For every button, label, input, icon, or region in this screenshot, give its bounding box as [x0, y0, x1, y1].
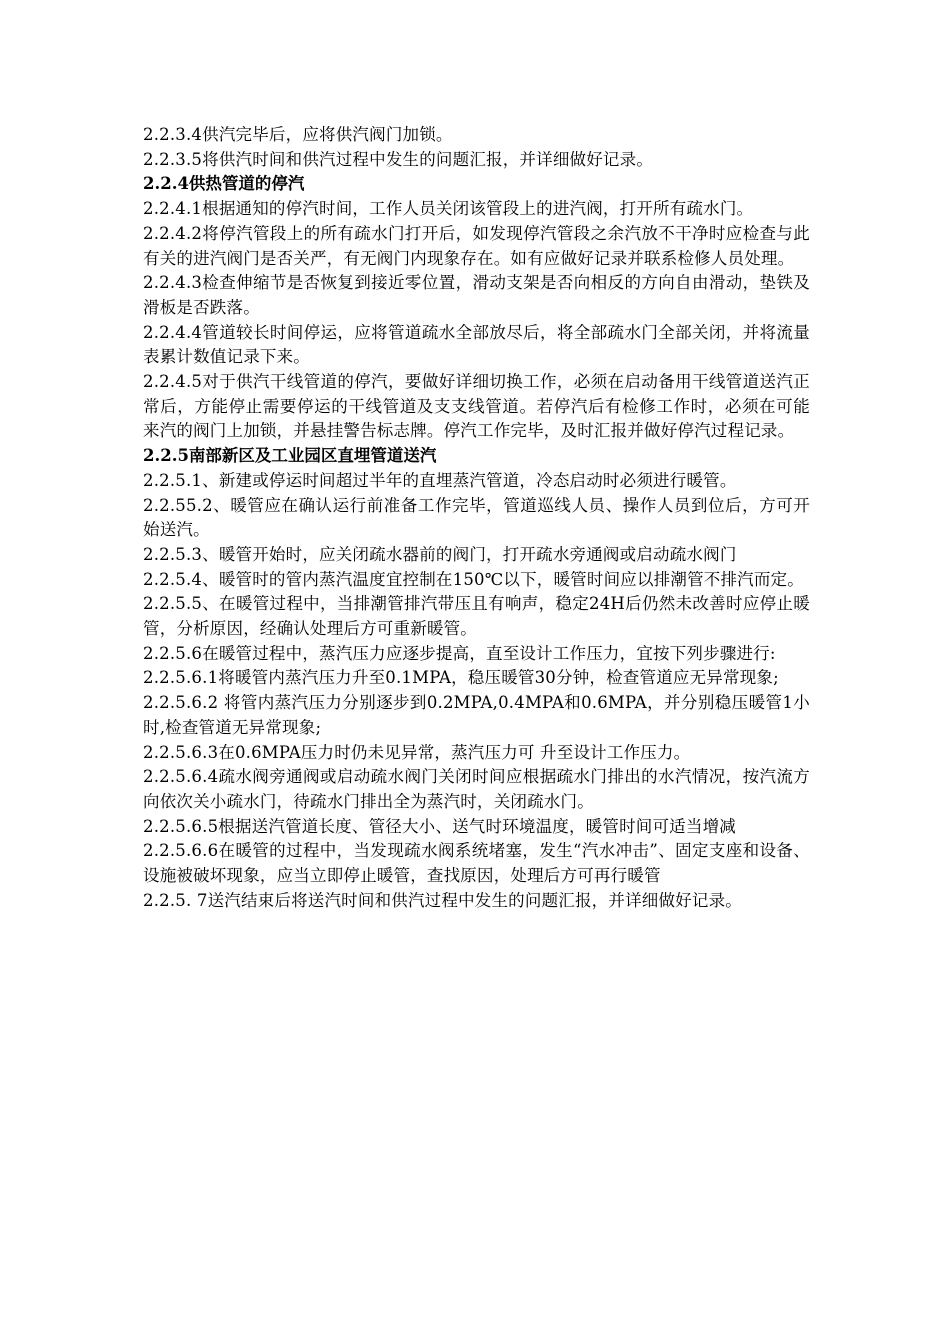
section-2-2-5-1: 2.2.5.1、新建或停运时间超过半年的直埋蒸汽管道，冷态启动时必须进行暖管。	[143, 470, 737, 490]
section-2-2-5-5: 2.2.5.5、在暖管过程中，当排潮管排汽带压且有响声，稳定24H后仍然未改善时应停止暖管，分析原因，经确认处理后方可重新暖管。	[143, 594, 810, 639]
section-2-2-5-6-4: 2.2.5.6.4疏水阀旁通阀或启动疏水阀门关闭时间应根据疏水门排出的水汽情况，按汽流方向依次关小疏水门，待疏水门排出全为蒸汽时，关闭疏水门。	[143, 767, 810, 811]
section-2-2-4-1: 2.2.4.1根据通知的停汽时间，工作人员关闭该管段上的进汽阀，打开所有疏水门。	[143, 199, 754, 219]
section-2-2-5-6-2: 2.2.5.6.2 将管内蒸汽压力分别逐步到0.2MPA,0.4MPA和0.6MPA，并分别稳压暖管1小时,检查管道无异常现象;	[143, 693, 810, 737]
heading-2-2-4: 2.2.4供热管道的停汽	[143, 174, 305, 194]
section-2-2-4-2: 2.2.4.2将停汽管段上的所有疏水门打开后，如发现停汽管段之余汽放不干净时应检查与此有关的进汽阀门是否关严，有无阀门内现象存在。如有应做好记录并联系检修人员处理。	[143, 223, 810, 268]
section-2-2-4-3: 2.2.4.3检查伸缩节是否恢复到接近零位置，滑动支架是否向相反的方向自由滑动，垫铁及滑板是否跌落。	[143, 273, 810, 317]
document-page	[143, 123, 810, 914]
section-2-2-5-6: 2.2.5.6在暖管过程中，蒸汽压力应逐步提高，直至设计工作压力，宜按下列步骤进行:	[143, 643, 776, 663]
section-2-2-5-4: 2.2.5.4、暖管时的管内蒸汽温度宜控制在150℃以下，暖管时间应以排潮管不排汽而定。	[143, 569, 804, 589]
section-2-2-4-5: 2.2.4.5对于供汽干线管道的停汽，要做好详细切换工作，必须在启动备用干线管道送汽正常后，方能停止需要停运的干线管道及支支线管道。若停汽后有检修工作时，必须在可能来汽的阀门上加锁，并悬挂警告标志牌。停汽工作完毕，及时汇报并做好停汽过程记录。	[143, 372, 810, 441]
section-2-2-5-3: 2.2.5.3、暖管开始时，应关闭疏水器前的阀门，打开疏水旁通阀或启动疏水阀门	[143, 544, 737, 564]
section-2-2-5-6-6: 2.2.5.6.6在暖管的过程中，当发现疏水阀系统堵塞，发生“汽水冲击”、固定支座和设备、设施被破坏现象，应当立即停止暖管，查找原因，处理后方可再行暖管	[143, 841, 810, 886]
section-2-2-5-7: 2.2.5. 7送汽结束后将送汽时间和供汽过程中发生的问题汇报，并详细做好记录。	[143, 890, 742, 910]
section-2-2-5-6-1: 2.2.5.6.1将暖管内蒸汽压力升至0.1MPA，稳压暖管30分钟，检查管道应无异常现象;	[143, 668, 779, 688]
section-2-2-3-4: 2.2.3.4供汽完毕后，应将供汽阀门加锁。	[143, 125, 453, 144]
section-2-2-5-6-5: 2.2.5.6.5根据送汽管道长度、管径大小、送气时环境温度，暖管时间可适当增减	[143, 816, 736, 836]
section-2-2-3-5: 2.2.3.5将供汽时间和供汽过程中发生的问题汇报，并详细做好记录。	[143, 149, 654, 169]
section-2-2-5-2: 2.2.55.2、暖管应在确认运行前准备工作完毕，管道巡线人员、操作人员到位后，方可开始送汽。	[143, 495, 810, 540]
section-2-2-5-6-3: 2.2.5.6.3在0.6MPA压力时仍未见异常，蒸汽压力可 升至设计工作压力。	[143, 742, 691, 762]
heading-2-2-5: 2.2.5南部新区及工业园区直埋管道送汽	[143, 446, 437, 466]
section-2-2-4-4: 2.2.4.4管道较长时间停运，应将管道疏水全部放尽后，将全部疏水门全部关闭，并将流量表累计数值记录下来。	[143, 322, 810, 367]
